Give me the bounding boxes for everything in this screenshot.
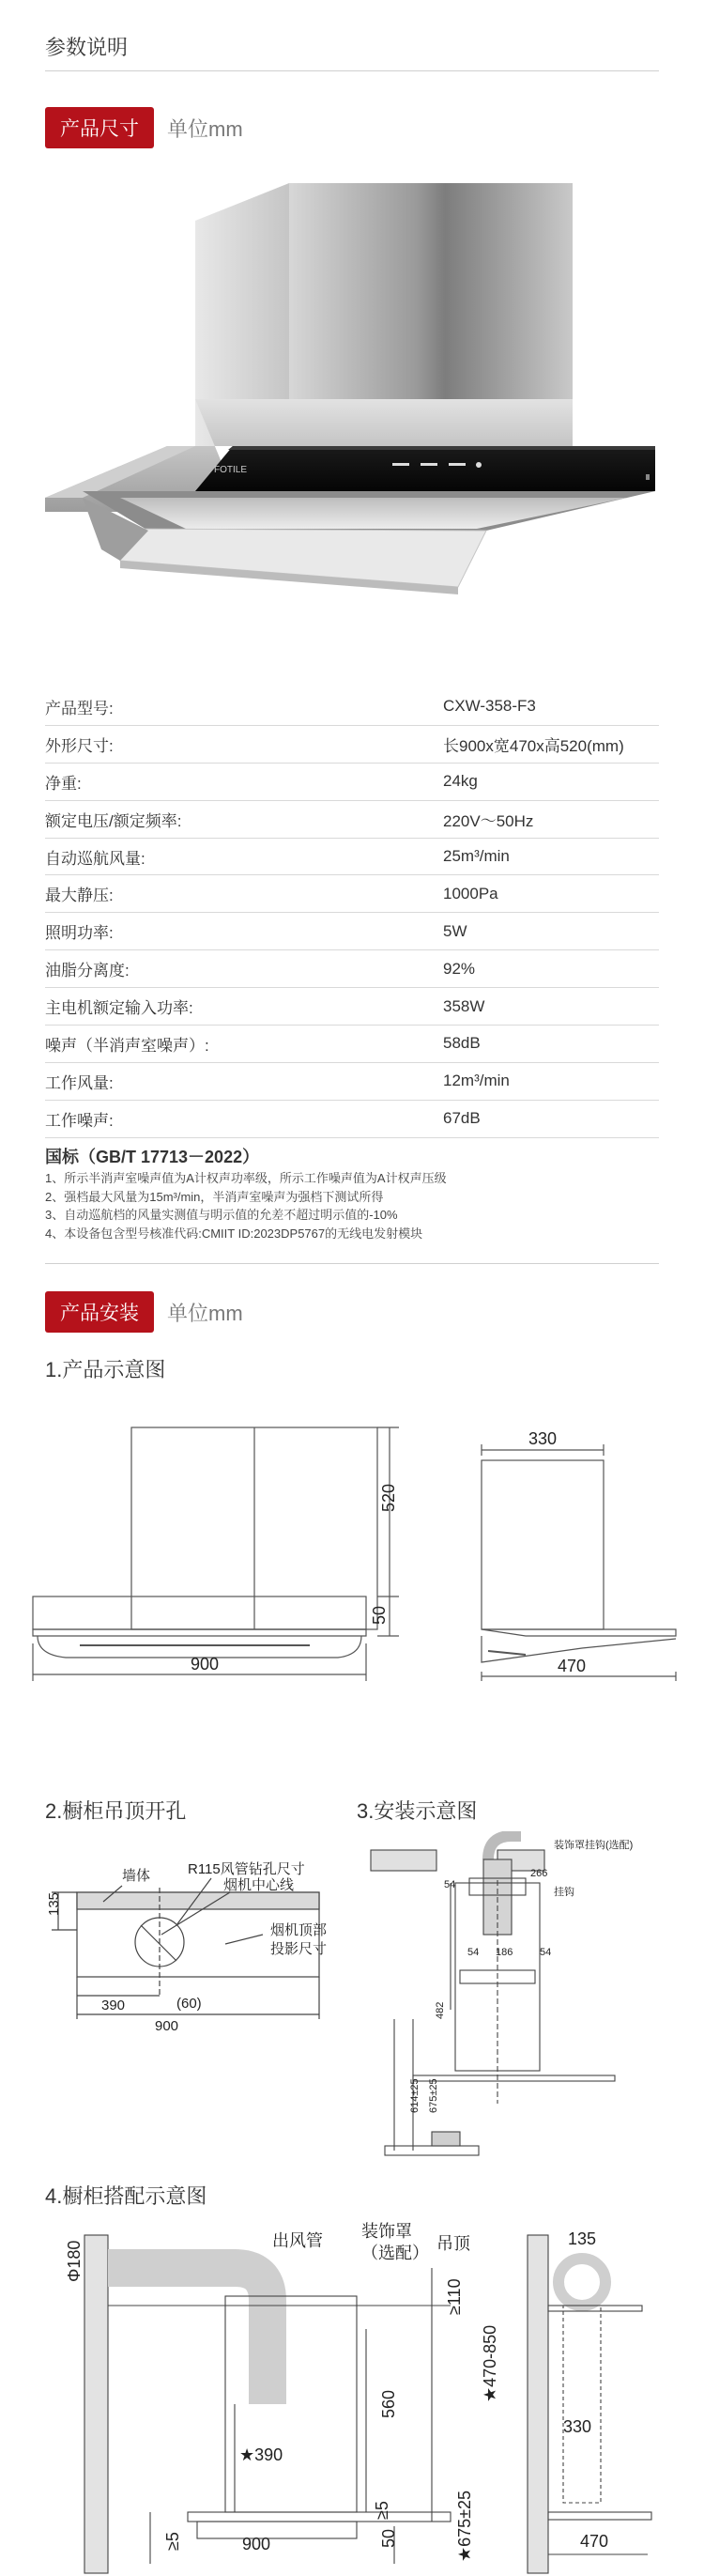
dim-label: ≥5 — [163, 2532, 182, 2551]
table-row: 主电机额定输入功率: 358W — [45, 988, 659, 1026]
section-header-install — [45, 1291, 243, 1333]
dim-label: 135 — [568, 2229, 597, 2248]
diagram3-title: 3.安装示意图 — [357, 1799, 478, 1823]
dim-label: 675±25 — [428, 2078, 439, 2113]
label-top: 烟机顶部 — [270, 1922, 328, 1938]
standard-notes — [45, 1169, 447, 1242]
dim-label: 482 — [435, 2001, 446, 2019]
table-row: 照明功率: 5W — [45, 913, 659, 950]
dim-label: 390 — [101, 1998, 126, 2013]
table-row: 油脂分离度: 92% — [45, 950, 659, 988]
section-badge: 产品安装 — [45, 1291, 154, 1333]
range-hood-product-image — [45, 174, 659, 615]
product-dimension-diagram — [0, 1390, 704, 1690]
dim-label: 54 — [444, 1879, 456, 1890]
label-center: 烟机中心线 — [223, 1877, 295, 1893]
table-row: 额定电压/额定频率: 220V～50Hz — [45, 801, 659, 839]
table-row: 自动巡航风量: 25m³/min — [45, 839, 659, 876]
dim-label: 900 — [242, 2535, 271, 2553]
dim-label: ≥5 — [373, 2501, 391, 2520]
note-item: 2、强档最大风量为15m³/min，半消声室噪声为强档下测试所得 — [45, 1189, 384, 1204]
table-row: 工作噪声: 67dB — [45, 1101, 659, 1138]
label-hook: 装饰罩挂钩(选配) — [554, 1840, 634, 1851]
dim-label: 900 — [191, 1655, 220, 1674]
page-title: 参数说明 — [45, 36, 129, 59]
table-row: 外形尺寸: 长900x宽470x高520(mm) — [45, 726, 659, 764]
dim-label: ≥110 — [445, 2278, 464, 2315]
diagram4-title: 4.橱柜搭配示意图 — [45, 2184, 207, 2208]
label-outlet: 出风管 — [272, 2231, 323, 2250]
note-item: 3、自动巡航档的风量实测值与明示值的允差不超过明示值的-10% — [45, 1208, 398, 1222]
dim-label: 135 — [46, 1891, 62, 1916]
label-cover: （选配） — [361, 2244, 429, 2262]
spec-table — [45, 688, 659, 1138]
dim-label: 266 — [530, 1868, 548, 1879]
label-wall: 墙体 — [122, 1868, 151, 1884]
dim-label: 470 — [558, 1657, 587, 1675]
table-row: 噪声（半消声室噪声）: 58dB — [45, 1026, 659, 1063]
label-ceiling: 吊顶 — [436, 2234, 470, 2253]
dim-label: 186 — [496, 1947, 513, 1958]
dim-label: 50 — [379, 2528, 398, 2548]
dim-label: 330 — [563, 2417, 592, 2436]
installation-diagram — [357, 1831, 676, 2160]
dim-label: 614±25 — [409, 2078, 421, 2113]
cabinet-ceiling-hole-diagram — [0, 1831, 347, 2057]
dim-label: 560 — [379, 2389, 398, 2418]
dim-label: 50 — [370, 1605, 389, 1625]
diagram1-title: 1.产品示意图 — [45, 1358, 166, 1381]
dim-label: 330 — [528, 1429, 558, 1448]
dim-label: 470 — [580, 2532, 609, 2551]
divider — [45, 70, 659, 71]
dim-label: ★675±25 — [455, 2490, 474, 2562]
brand-logo: FOTILE — [214, 465, 248, 475]
section-unit: 单位mm — [167, 1301, 243, 1325]
dim-label: (60) — [176, 1996, 202, 2012]
label-top: 投影尺寸 — [270, 1941, 328, 1957]
dim-label: 900 — [155, 2018, 179, 2034]
dim-label: ★390 — [239, 2445, 283, 2464]
dim-label: Φ180 — [65, 2240, 84, 2282]
table-row: 产品型号: CXW-358-F3 — [45, 688, 659, 726]
label-r115: R115风管钻孔尺寸 — [188, 1861, 305, 1877]
table-row: 最大静压: 1000Pa — [45, 875, 659, 913]
section-unit: 单位mm — [167, 116, 243, 141]
table-row: 净重: 24kg — [45, 764, 659, 801]
divider — [45, 1263, 659, 1264]
section-header-size — [45, 107, 243, 148]
label-cover: 装饰罩 — [361, 2222, 412, 2241]
section-badge: 产品尺寸 — [45, 107, 154, 148]
standard-title: 国标（GB/T 17713－2022） — [45, 1148, 260, 1166]
cabinet-matching-diagram — [0, 2216, 704, 2576]
label-bracket: 挂钩 — [554, 1887, 574, 1898]
note-item: 4、本设备包含型号核准代码:CMIIT ID:2023DP5767的无线电发射模块 — [45, 1226, 423, 1241]
note-item: 1、所示半消声室噪声值为A计权声功率级，所示工作噪声值为A计权声压级 — [45, 1171, 447, 1185]
dim-label: 520 — [379, 1483, 398, 1512]
dim-label: 54 — [540, 1947, 552, 1958]
dim-label: 54 — [467, 1947, 480, 1958]
table-row: 工作风量: 12m³/min — [45, 1063, 659, 1101]
dim-label: ★470-850 — [481, 2324, 499, 2402]
diagram2-title: 2.橱柜吊顶开孔 — [45, 1799, 187, 1823]
